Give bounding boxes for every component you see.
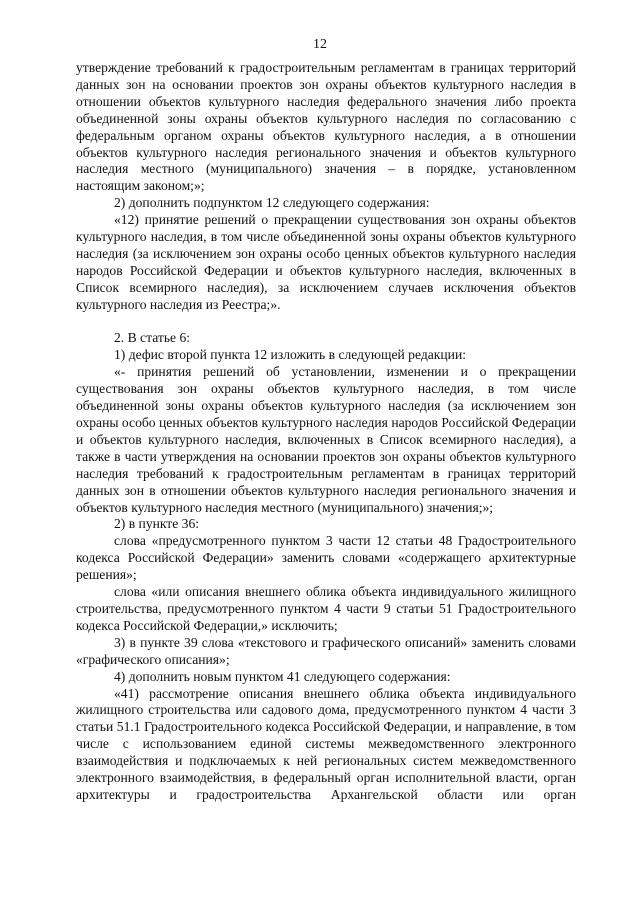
document-body	[76, 60, 576, 804]
paragraph-item-1: 1) дефис второй пункта 12 изложить в следующей редакции:	[114, 347, 466, 363]
paragraph-continuation: утверждение требований к градостроительным регламентам в границах территорий данных зон на основании проектов зон охраны объектов культурного наследия в отношении объектов культурного наследия федерального значения либо проекта объединенной зоны охраны объектов культурного наследия по согласованию с федеральным органом охраны объектов культурного наследия, а в отношении объектов культурного наследия регионального значения и объектов культурного наследия местного (муниципального) значения – в порядке, установленном настоящим законом;»;	[76, 60, 576, 194]
paragraph-quote-41: «41) рассмотрение описания внешнего облика объекта индивидуального жилищного строительства или садового дома, предусмотренного пунктом 4 части 3 статьи 51.1 Градостроительного кодекса Российской Федерации, и направление, в том числе с использованием единой системы межведомственного электронного взаимодействия и подключаемых к ней региональных систем межведомственного электронного взаимодействия, в федеральный орган исполнительной власти, орган архитектуры и градостроительства Архангельской области или орган	[76, 685, 576, 802]
paragraph-item-2-point-36: 2) в пункте 36:	[114, 516, 200, 532]
paragraph-replace-words: слова «предусмотренного пунктом 3 части 12 статьи 48 Градостроительного кодекса Российской Федерации» заменить словами «содержащего архитектурные решения»;	[76, 533, 576, 583]
page-number: 12	[313, 37, 327, 52]
paragraph-quote-dash: «- принятия решений об установлении, изменении и о прекращении существования зон охраны объектов культурного наследия, в том числе объединенной зоны охраны объектов культурного наследия (за исключением зон охраны особо ценных объектов культурного наследия народов Российской Федерации и объектов культурного наследия, включенных в Список всемирного наследия), а также в части утверждения на основании проектов зон охраны объектов культурного наследия требований к градостроительным регламентам в границах территорий данных зон в отношении объектов культурного наследия регионального значения и объектов культурного наследия местного (муниципального) значения;»;	[76, 364, 576, 515]
paragraph-item-2: 2) дополнить подпунктом 12 следующего содержания:	[114, 195, 430, 211]
paragraph-exclude-words: слова «или описания внешнего облика объекта индивидуального жилищного строительства, предусмотренного пунктом 4 части 9 статьи 51 Градостроительного кодекса Российской Федерации,» исключить;	[76, 584, 576, 633]
paragraph-quote-12: «12) принятие решений о прекращении существования зон охраны объектов культурного наследия, в том числе объединенной зоны охраны объектов культурного наследия (за исключением зон охраны особо ценных объектов культурного наследия народов Российской Федерации и объектов культурного наследия, включенных в Список всемирного наследия), за исключением случаев исключения объектов культурного наследия из Реестра;».	[76, 212, 576, 312]
paragraph-item-3: 3) в пункте 39 слова «текстового и графического описаний» заменить словами «графического описания»;	[76, 634, 576, 667]
paragraph-item-4: 4) дополнить новым пунктом 41 следующего содержания:	[114, 668, 451, 684]
paragraph-section-2-heading: 2. В статье 6:	[114, 330, 191, 346]
